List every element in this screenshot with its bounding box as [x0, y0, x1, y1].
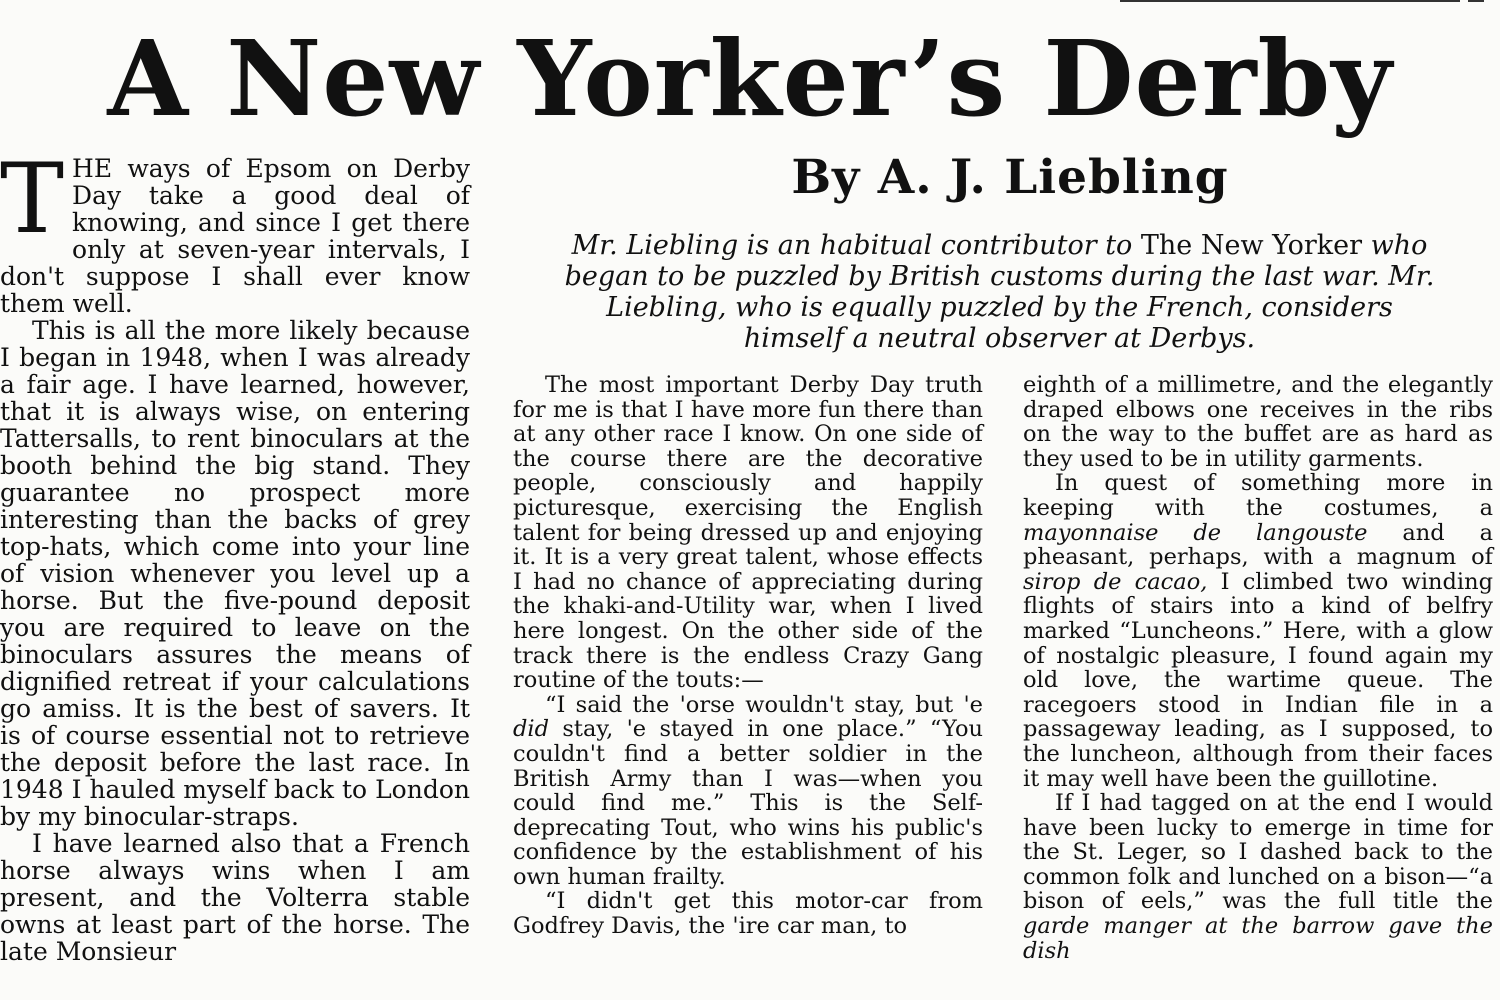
column-1-paragraph-1 — [0, 143, 470, 318]
column-1-paragraph-3: I have learned also that a French horse always wins when I am present, and the Volterra stable owns at least part of the horse. The late Monsieur — [0, 829, 470, 966]
column-3-emphasis-3: garde manger at the barrow gave the dish — [1023, 913, 1493, 964]
intro-blurb — [552, 230, 1447, 354]
column-1 — [0, 143, 470, 966]
top-rule-small — [1468, 0, 1484, 2]
column-3-paragraph-2-b: and a pheasant, perhaps, with a magnum of — [1023, 519, 1493, 571]
column-1-paragraph-2: This is all the more likely because I began in 1948, when I was already a fair age. I have learned, however, that it is always wise, on entering Tattersalls, to rent binoculars at the booth behind the big stand. They guarantee no prospect more interesting than the backs of grey top-hats, which come into your line of vision whenever you level up a horse. But the five-pound deposit you are required to leave on the binoculars assures the means of dignified retreat if your calculations go amiss. It is the best of savers. It is of course essential not to retrieve the deposit before the last race. In 1948 I hauled myself back to London by my binocular-straps. — [0, 316, 470, 831]
column-3-emphasis-1: mayonnaise de langouste — [1023, 519, 1368, 546]
intro-part2: who began to be puzzled by British customs during the last war. Mr. Liebling, who is equally puzzled by the French, considers himself a neutral observer at Derbys. — [564, 230, 1435, 354]
column-3-paragraph-3-a: If I had tagged on at the end I would have been lucky to emerge in time for the St. Leger, so I dashed back to the common folk and lunched on a bison—“a bison of eels,” was the full title the — [1023, 790, 1493, 915]
column-2 — [513, 373, 983, 939]
top-rule — [1120, 0, 1460, 2]
column-3-paragraph-2 — [1023, 471, 1493, 791]
byline: By A. J. Liebling — [791, 150, 1229, 205]
column-2-paragraph-3: “I didn't get this motor-car from Godfrey Davis, the 'ire car man, to — [513, 888, 983, 940]
drop-cap: T — [0, 143, 65, 255]
column-2-paragraph-2-b: stay, 'e stayed in one place.” “You couldn't find a better soldier in the British Army than I was—when you could find me.” This is the Self-deprecating Tout, who wins his public's confidence by the establishment of his own human frailty. — [513, 716, 983, 890]
column-3-paragraph-1: eighth of a millimetre, and the elegantly draped elbows one receives in the ribs on the way to the buffet are as hard as they used to be in utility garments. — [1023, 372, 1493, 472]
intro-part1: Mr. Liebling is an habitual contributor to — [571, 230, 1141, 261]
column-1-paragraph-1-text: HE ways of Epsom on Derby Day take a good deal of knowing, and since I get there only at seven-year intervals, I don't suppose I shall ever know them well. — [0, 154, 470, 318]
column-3-paragraph-2-a: In quest of something more in keeping with the costumes, a — [1023, 470, 1493, 521]
column-3-paragraph-3 — [1023, 791, 1493, 963]
headline: A New Yorker’s Derby — [107, 17, 1393, 140]
column-3 — [1023, 373, 1493, 963]
magazine-name: The New Yorker — [1140, 230, 1363, 261]
column-3-emphasis-2: sirop de cacao, — [1023, 568, 1208, 595]
column-2-emphasis: did — [513, 716, 550, 743]
column-3-paragraph-2-c: I climbed two winding flights of stairs into a kind of belfry marked “Luncheons.” Here, with a glow of nostalgic pleasure, I found again my old love, the wartime queue. The racegoers stood in Indian file in a passageway leading, as I supposed, to the luncheon, although from their faces it may well have been the guillotine. — [1023, 568, 1493, 792]
column-2-paragraph-1: The most important Derby Day truth for me is that I have more fun there than at any other race I know. On one side of the course there are the decorative people, consciously and happily picturesque, exercising the English talent for being dressed up and enjoying it. It is a very great talent, whose effects I had no chance of appreciating during the khaki-and-Utility war, when I lived here longest. On the other side of the track there is the endless Crazy Gang routine of the touts:— — [513, 372, 983, 694]
column-2-paragraph-2-a: “I said the 'orse wouldn't stay, but 'e — [545, 691, 983, 718]
column-2-paragraph-2 — [513, 693, 983, 890]
